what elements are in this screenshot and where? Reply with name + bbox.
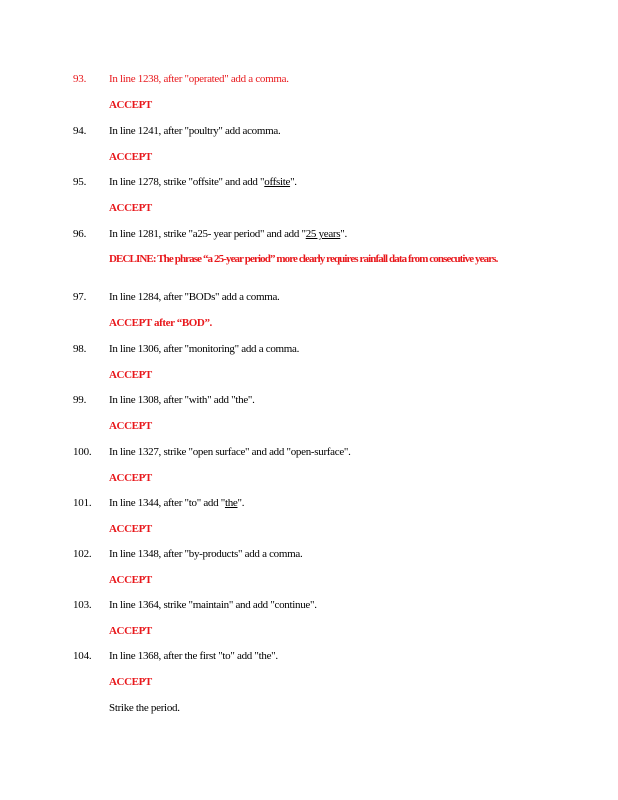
item-number: 103. xyxy=(73,599,92,611)
underlined-insertion: 25 years xyxy=(305,228,341,240)
item-number: 99. xyxy=(73,394,87,406)
item-response: ACCEPT xyxy=(109,151,152,163)
item-text: In line 1327, strike "open surface" and add "open-surface". xyxy=(109,446,351,458)
item-response: DECLINE: The phrase “a 25-year period” more clearly requires rainfall data from consecutive years. xyxy=(109,253,498,265)
item-number: 102. xyxy=(73,548,92,560)
item-response: ACCEPT xyxy=(109,420,152,432)
item-number: 104. xyxy=(73,650,92,662)
item-number: 94. xyxy=(73,125,87,137)
item-response: ACCEPT xyxy=(109,676,152,688)
item-response: ACCEPT xyxy=(109,369,152,381)
item-response: ACCEPT after “BOD”. xyxy=(109,317,212,329)
item-number: 97. xyxy=(73,291,87,303)
item-response: ACCEPT xyxy=(109,99,152,111)
item-response: ACCEPT xyxy=(109,625,152,637)
item-text: In line 1241, after "poultry" add acomma. xyxy=(109,125,281,137)
underlined-insertion: the xyxy=(224,497,238,509)
item-response: ACCEPT xyxy=(109,472,152,484)
item-response: ACCEPT xyxy=(109,202,152,214)
item-text: In line 1238, after "operated" add a comma. xyxy=(109,73,289,85)
item-text: In line 1281, strike "a25- year period" and add "25 years". xyxy=(109,228,347,240)
item-text: In line 1344, after "to" add "the". xyxy=(109,497,245,509)
item-text: In line 1306, after "monitoring" add a comma. xyxy=(109,343,300,355)
item-response: ACCEPT xyxy=(109,574,152,586)
item-number: 93. xyxy=(73,73,87,85)
underlined-insertion: offsite xyxy=(264,176,291,188)
item-number: 100. xyxy=(73,446,92,458)
final-note: Strike the period. xyxy=(109,702,180,714)
item-number: 95. xyxy=(73,176,87,188)
item-text: In line 1368, after the first "to" add "the". xyxy=(109,650,278,662)
item-text: In line 1348, after "by-products" add a comma. xyxy=(109,548,303,560)
item-text: In line 1308, after "with" add "the". xyxy=(109,394,255,406)
item-number: 101. xyxy=(73,497,92,509)
item-text: In line 1284, after "BODs" add a comma. xyxy=(109,291,280,303)
item-response: ACCEPT xyxy=(109,523,152,535)
item-number: 98. xyxy=(73,343,87,355)
item-text: In line 1278, strike "offsite" and add "offsite". xyxy=(109,176,297,188)
item-text: In line 1364, strike "maintain" and add "continue". xyxy=(109,599,317,611)
item-number: 96. xyxy=(73,228,87,240)
